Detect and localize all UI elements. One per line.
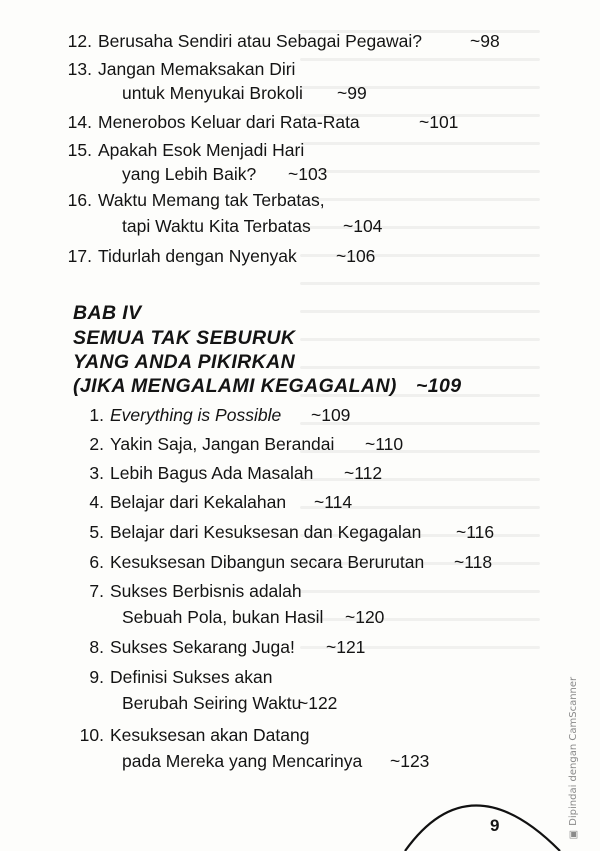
entry-number: 6. — [89, 552, 104, 572]
page-number: 9 — [490, 816, 500, 835]
entry-title: Apakah Esok Menjadi Hari — [98, 140, 305, 160]
entry-title-continued: untuk Menyukai Brokoli — [122, 83, 303, 103]
entry-title: Belajar dari Kekalahan — [110, 492, 287, 512]
chapter-title-line-3-text: (JIKA MENGALAMI KEGAGALAN) — [73, 375, 397, 397]
entry-title: Kesuksesan akan Datang — [110, 725, 310, 745]
entry-title: Tidurlah dengan Nyenyak — [98, 246, 297, 266]
chapter-label: BAB IV — [73, 302, 142, 324]
entry-page: ~103 — [288, 164, 328, 184]
chapter-title-line-1: SEMUA TAK SEBURUK — [73, 327, 296, 349]
entry-title: Yakin Saja, Jangan Berandai — [110, 434, 335, 454]
entry-title-continued: tapi Waktu Kita Terbatas — [122, 216, 311, 236]
entry-title: Lebih Bagus Ada Masalah — [110, 463, 314, 483]
entry-title: Sukses Berbisnis adalah — [110, 581, 302, 601]
entry-title: Everything is Possible — [110, 405, 282, 425]
scanner-watermark — [568, 676, 588, 840]
entry-number: 8. — [89, 637, 104, 657]
entry-title-continued: Berubah Seiring Waktu — [122, 693, 302, 713]
entry-title: Definisi Sukses akan — [110, 667, 273, 687]
entry-page: ~109 — [311, 405, 351, 425]
entry-title-continued: yang Lebih Baik? — [122, 164, 257, 184]
entry-number: 4. — [89, 492, 104, 512]
entry-page: ~121 — [326, 637, 366, 657]
entry-title-continued: Sebuah Pola, bukan Hasil — [122, 607, 324, 627]
entry-page: ~104 — [343, 216, 383, 236]
entry-page: ~101 — [419, 112, 459, 132]
entry-page: ~122 — [298, 693, 338, 713]
chapter-title-line-3 — [73, 374, 462, 398]
entry-title: Berusaha Sendiri atau Sebagai Pegawai? — [98, 31, 422, 51]
entry-page: ~123 — [390, 751, 430, 771]
entry-title: Jangan Memaksakan Diri — [98, 59, 296, 79]
entry-number: 13. — [67, 59, 92, 79]
entry-title-continued: pada Mereka yang Mencarinya — [122, 751, 363, 771]
entry-page: ~98 — [470, 31, 500, 51]
scanner-watermark-text: Dipindai dengan CamScanner — [568, 676, 579, 826]
chapter-page: ~109 — [416, 375, 462, 397]
entry-page: ~112 — [344, 463, 383, 483]
entry-number: 14. — [67, 112, 92, 132]
entry-title: Menerobos Keluar dari Rata-Rata — [98, 112, 360, 132]
entry-page: ~110 — [365, 434, 404, 454]
entry-number: 7. — [89, 581, 104, 601]
entry-number: 15. — [67, 140, 92, 160]
entry-number: 1. — [89, 405, 104, 425]
entry-number: 17. — [67, 246, 92, 266]
entry-number: 16. — [67, 190, 92, 210]
entry-page: ~116 — [456, 522, 495, 542]
entry-number: 2. — [89, 434, 104, 454]
entry-page: ~99 — [337, 83, 367, 103]
entry-number: 10. — [79, 725, 104, 745]
entry-title: Waktu Memang tak Terbatas, — [98, 190, 325, 210]
entry-number: 9. — [89, 667, 104, 687]
entry-number: 3. — [89, 463, 104, 483]
camscanner-icon: ▣ — [568, 825, 579, 840]
chapter-title-line-2: YANG ANDA PIKIRKAN — [73, 351, 296, 373]
entry-page: ~118 — [454, 552, 493, 572]
entry-title: Kesuksesan Dibangun secara Berurutan — [110, 552, 425, 572]
entry-page: ~114 — [314, 492, 353, 512]
entry-page: ~120 — [345, 607, 385, 627]
entry-title: Sukses Sekarang Juga! — [110, 637, 295, 657]
entry-number: 12. — [67, 31, 92, 51]
entry-page: ~106 — [336, 246, 376, 266]
entry-number: 5. — [89, 522, 104, 542]
entry-title: Belajar dari Kesuksesan dan Kegagalan — [110, 522, 422, 542]
